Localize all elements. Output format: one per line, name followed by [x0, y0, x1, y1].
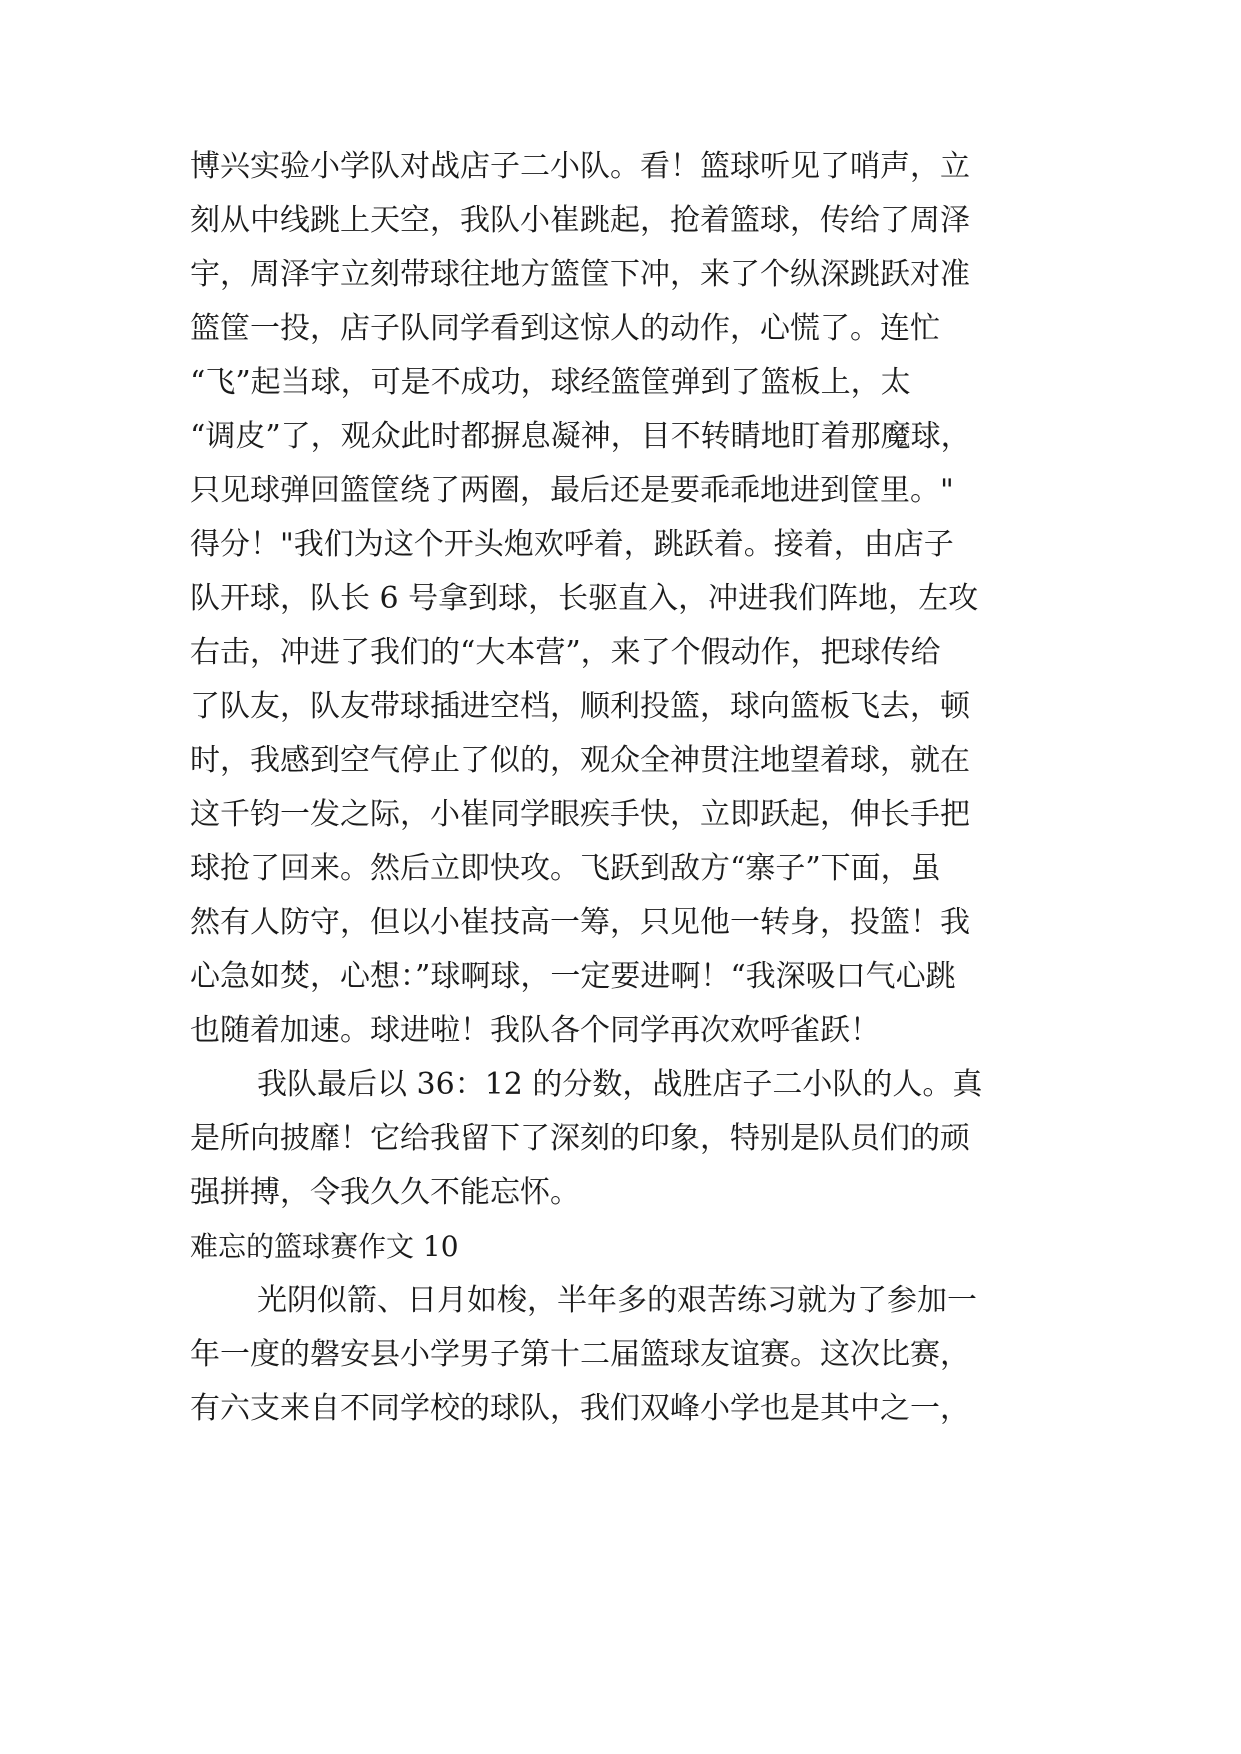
text-line: 也随着加速。球进啦！我队各个同学再次欢呼雀跃！ — [190, 1013, 880, 1048]
text-line: 博兴实验小学队对战店子二小队。看！篮球听见了哨声，立 — [190, 149, 970, 184]
text-line: 光阴似箭、日月如梭，半年多的艰苦练习就为了参加一 — [257, 1283, 977, 1318]
text-line: 队开球，队长 6 号拿到球，长驱直入，冲进我们阵地，左攻 — [190, 581, 979, 616]
text-line: 强拼搏，令我久久不能忘怀。 — [190, 1175, 580, 1210]
text-line: 然有人防守，但以小崔技高一筹，只见他一转身，投篮！我 — [190, 905, 970, 940]
text-line: “飞”起当球，可是不成功，球经篮筐弹到了篮板上，太 — [190, 365, 911, 400]
text-line: 我队最后以 36：12 的分数，战胜店子二小队的人。真 — [257, 1067, 983, 1102]
text-line: 心急如焚，心想：”球啊球，一定要进啊！“我深吸口气心跳 — [190, 959, 956, 994]
text-line: 只见球弹回篮筐绕了两圈，最后还是要乖乖地进到筐里。" — [190, 473, 954, 508]
text-line: 了队友，队友带球插进空档，顺利投篮，球向篮板飞去，顿 — [190, 689, 970, 724]
section-heading: 难忘的篮球赛作文 10 — [190, 1230, 459, 1263]
text-line: 是所向披靡！它给我留下了深刻的印象，特别是队员们的顽 — [190, 1121, 970, 1156]
text-line: 右击，冲进了我们的“大本营”，来了个假动作，把球传给 — [190, 635, 941, 670]
text-line: 球抢了回来。然后立即快攻。飞跃到敌方“寨子”下面，虽 — [190, 851, 941, 886]
text-line: “调皮”了，观众此时都摒息凝神，目不转睛地盯着那魔球， — [190, 419, 971, 454]
text-line: 刻从中线跳上天空，我队小崔跳起，抢着篮球，传给了周泽 — [190, 203, 970, 238]
text-line: 时，我感到空气停止了似的，观众全神贯注地望着球，就在 — [190, 743, 970, 778]
text-line: 得分！"我们为这个开头炮欢呼着，跳跃着。接着，由店子 — [190, 527, 954, 562]
text-line: 年一度的磐安县小学男子第十二届篮球友谊赛。这次比赛， — [190, 1337, 970, 1372]
text-line: 这千钧一发之际，小崔同学眼疾手快，立即跃起，伸长手把 — [190, 797, 970, 832]
text-line: 篮筐一投，店子队同学看到这惊人的动作，心慌了。连忙 — [190, 311, 940, 346]
text-line: 有六支来自不同学校的球队，我们双峰小学也是其中之一， — [190, 1391, 970, 1426]
text-line: 宇，周泽宇立刻带球往地方篮筐下冲，来了个纵深跳跃对准 — [190, 257, 970, 292]
